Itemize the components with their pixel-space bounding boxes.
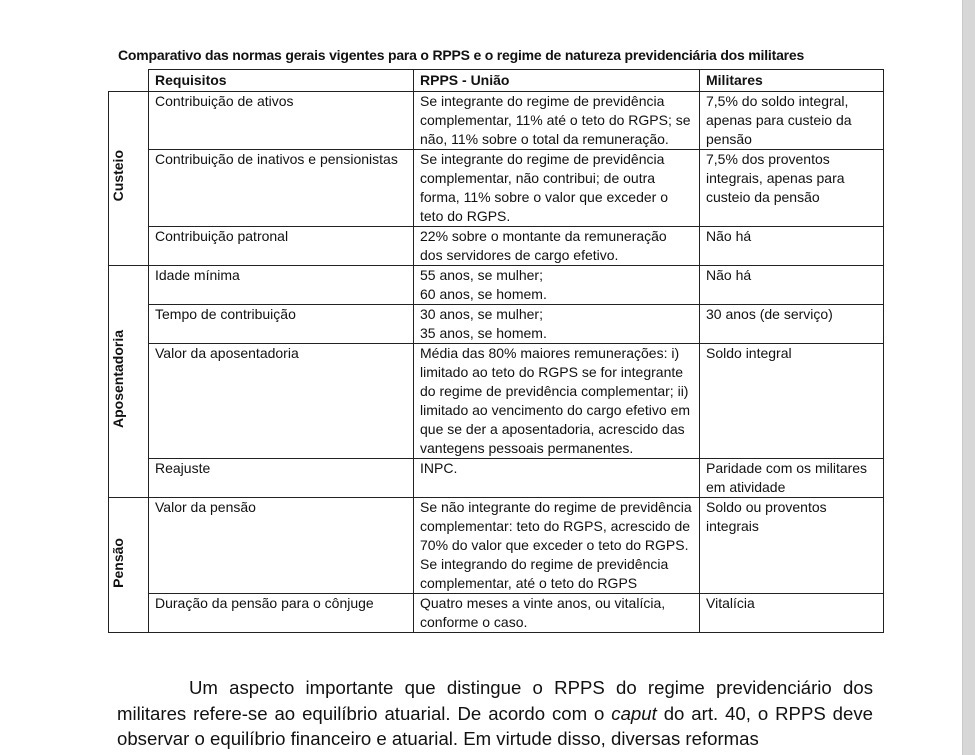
scrollbar-track[interactable] [962,0,975,755]
paragraph-italic: caput [611,702,657,724]
requisito-cell: Valor da aposentadoria [149,344,414,459]
militares-cell: 7,5% dos proventos integrais, apenas para custeio da pensão [700,150,884,227]
rpps-line: Se não integrante do regime de previdência complementar: teto do RGPS, acrescido de 70% do valor que exceder o teto do RGPS. [420,499,692,553]
body-paragraph [117,675,873,752]
col-header-rpps: RPPS - União [414,70,700,92]
requisito-cell: Valor da pensão [149,498,414,594]
requisito-cell: Tempo de contribuição [149,305,414,344]
table-row [109,459,884,498]
col-header-requisitos: Requisitos [149,70,414,92]
rpps-line: 35 anos, se homem. [420,325,547,341]
comparison-table [108,69,884,633]
requisito-cell: Contribuição patronal [149,227,414,266]
table-row [109,344,884,459]
rpps-line: 60 anos, se homem. [420,286,547,302]
rpps-line: 55 anos, se mulher; [420,267,543,283]
militares-cell: Não há [700,227,884,266]
group-label: Custeio [110,150,126,202]
militares-cell: Paridade com os militares em atividade [700,459,884,498]
rpps-cell: 22% sobre o montante da remuneração dos servidores de cargo efetivo. [414,227,700,266]
header-row [109,70,884,92]
group-aposentadoria [109,266,149,498]
table-row [109,266,884,305]
table-row [109,227,884,266]
requisito-cell: Contribuição de inativos e pensionistas [149,150,414,227]
paragraph-text: do art. 40, o RPPS deve observar o equilíbrio financeiro e atuarial. Em virtude disso, diversas reformas [117,702,873,749]
rpps-cell: Se integrante do regime de previdência complementar, 11% até o teto do RGPS; se não, 11% sobre o total da remuneração. [414,92,700,150]
group-pensao [109,498,149,633]
rpps-cell: INPC. [414,459,700,498]
militares-cell: Soldo ou proventos integrais [700,498,884,594]
table-row [109,305,884,344]
corner-cell [109,70,149,92]
rpps-cell [414,266,700,305]
rpps-line: 30 anos, se mulher; [420,306,543,322]
requisito-cell: Idade mínima [149,266,414,305]
group-label: Aposentadoria [110,329,126,428]
requisito-cell: Reajuste [149,459,414,498]
rpps-line: Se integrando do regime de previdência complementar, até o teto do RGPS [420,556,669,591]
rpps-cell: Quatro meses a vinte anos, ou vitalícia, conforme o caso. [414,594,700,633]
militares-cell: 7,5% do soldo integral, apenas para custeio da pensão [700,92,884,150]
table-row [109,594,884,633]
paragraph-text: Um aspecto importante que distingue o RPPS do regime previdenciário dos militares refere-se ao equilíbrio atuarial. De acordo com o [117,677,873,724]
militares-cell: 30 anos (de serviço) [700,305,884,344]
table-row [109,92,884,150]
table-caption: Comparativo das normas gerais vigentes para o RPPS e o regime de natureza previdenciária dos militares [118,47,805,63]
militares-cell: Vitalícia [700,594,884,633]
group-label: Pensão [110,537,126,588]
requisito-cell: Contribuição de ativos [149,92,414,150]
table-row [109,498,884,594]
militares-cell: Não há [700,266,884,305]
group-custeio [109,92,149,266]
rpps-cell: Média das 80% maiores remunerações: i) limitado ao teto do RGPS se for integrante do regime de previdência complementar; ii) limitado ao vencimento do cargo efetivo em que se der a aposentadoria, acrescido das vantegens pessoais permanentes. [414,344,700,459]
militares-cell: Soldo integral [700,344,884,459]
rpps-cell [414,498,700,594]
col-header-militares: Militares [700,70,884,92]
table-row [109,150,884,227]
rpps-cell: Se integrante do regime de previdência complementar, não contribui; de outra forma, 11% sobre o valor que exceder o teto do RGPS. [414,150,700,227]
requisito-cell: Duração da pensão para o cônjuge [149,594,414,633]
rpps-cell [414,305,700,344]
